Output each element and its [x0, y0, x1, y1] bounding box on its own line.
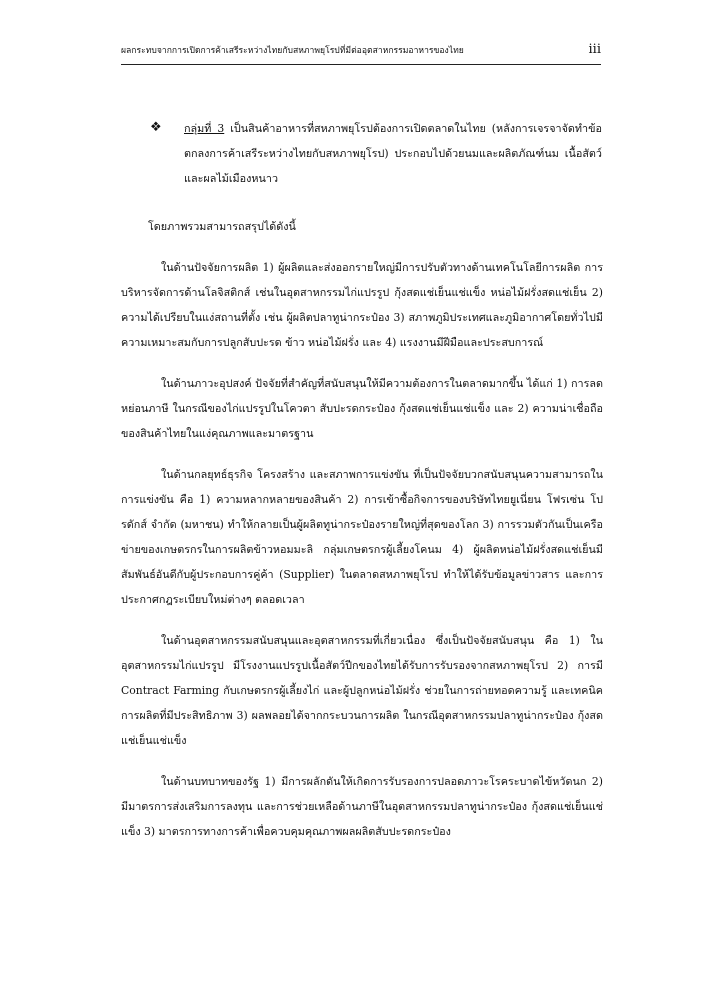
page-number: iii [588, 42, 601, 57]
bullet-text [184, 116, 602, 191]
paragraph-supporting-industries: ในด้านอุตสาหกรรมสนับสนุนและอุตสาหกรรมที่เกี่ยวเนื่อง ซึ่งเป็นปัจจัยสนับสนุน คือ 1) ในอุตสาหกรรมไก่แปรรูป มีโรงงานแปรรูปเนื้อสัตว์ปีกของไทยได้รับการรับรองจากสหภาพยุโรป 2) การมี Contract Farming กับเกษตรกรผู้เลี้ยงไก่ และผู้ปลูกหน่อไม้ฝรั่ง ช่วยในการถ่ายทอดความรู้ และเทคนิคการผลิตที่มีประสิทธิภาพ 3) ผลพลอยได้จากกระบวนการผลิต ในกรณีอุตสาหกรรมปลาทูน่ากระป๋อง กุ้งสดแช่เย็นแช่แข็ง [121, 634, 603, 747]
running-header [121, 40, 601, 65]
paragraph-government-role: ในด้านบทบาทของรัฐ 1) มีการผลักดันให้เกิดการรับรองการปลอดภาวะโรคระบาดไข้หวัดนก 2) มีมาตรการส่งเสริมการลงทุน และการช่วยเหลือด้านภาษีในอุตสาหกรรมปลาทูน่ากระป๋อง กุ้งสดแช่เย็นแช่แข็ง 3) มาตรการทางการค้าเพื่อควบคุมคุณภาพผลผลิตสับปะรดกระป๋อง [121, 775, 603, 838]
header-title: ผลกระทบจากการเปิดการค้าเสรีระหว่างไทยกับสหภาพยุโรปที่มีต่ออุตสาหกรรมอาหารของไทย [121, 46, 464, 56]
document-body [121, 116, 603, 844]
bullet-lead: กลุ่มที่ 3 [184, 122, 225, 135]
diamond-bullet-icon: ❖ [150, 120, 162, 135]
paragraph-demand-conditions: ในด้านภาวะอุปสงค์ ปัจจัยที่สำคัญที่สนับสนุนให้มีความต้องการในตลาดมากขึ้น ได้แก่ 1) การลดหย่อนภาษี ในกรณีของไก่แปรรูปในโควตา สับปะรดกระป๋อง กุ้งสดแช่เย็นแช่แข็ง และ 2) ความน่าเชื่อถือของสินค้าไทยในแง่คุณภาพและมาตรฐาน [121, 377, 603, 440]
paragraph-production-factors: ในด้านปัจจัยการผลิต 1) ผู้ผลิตและส่งออกรายใหญ่มีการปรับตัวทางด้านเทคโนโลยีการผลิต การบริหารจัดการด้านโลจิสติกส์ เช่นในอุตสาหกรรมไก่แปรรูป กุ้งสดแช่เย็นแช่แข็ง หน่อไม้ฝรั่งสดแช่เย็น 2) ความได้เปรียบในแง่สถานที่ตั้ง เช่น ผู้ผลิตปลาทูน่ากระป๋อง 3) สภาพภูมิประเทศและภูมิอากาศโดยทั่วไปมีความเหมาะสมกับการปลูกสับปะรด ข้าว หน่อไม้ฝรั่ง และ 4) แรงงานมีฝีมือและประสบการณ์ [121, 261, 603, 349]
paragraph-business-strategy: ในด้านกลยุทธ์ธุรกิจ โครงสร้าง และสภาพการแข่งขัน ที่เป็นปัจจัยบวกสนับสนุนความสามารถในการแข่งขัน คือ 1) ความหลากหลายของสินค้า 2) การเข้าซื้อกิจการของบริษัทไทยยูเนี่ยน โฟรเซ่น โปรดักส์ จำกัด (มหาชน) ทำให้กลายเป็นผู้ผลิตทูน่ากระป๋องรายใหญ่ที่สุดของโลก 3) การรวมตัวกันเป็นเครือข่ายของเกษตรกรในการผลิตข้าวหอมมะลิ กลุ่มเกษตรกรผู้เลี้ยงโคนม 4) ผู้ผลิตหน่อไม้ฝรั่งสดแช่เย็นมีสัมพันธ์อันดีกับผู้ประกอบการคู่ค้า (Supplier) ในตลาดสหภาพยุโรป ทำให้ได้รับข้อมูลข่าวสาร และการประกาศกฎระเบียบใหม่ต่างๆ ตลอดเวลา [121, 468, 603, 606]
summary-intro: โดยภาพรวมสามารถสรุปได้ดังนี้ [148, 220, 296, 233]
bullet-body: เป็นสินค้าอาหารที่สหภาพยุโรปต้องการเปิดตลาดในไทย (หลังการเจรจาจัดทำข้อตกลงการค้าเสรีระหว่างไทยกับสหภาพยุโรป) ประกอบไปด้วยนมและผลิตภัณฑ์นม เนื้อสัตว์ และผลไม้เมืองหนาว [184, 122, 602, 185]
bullet-item-group-3 [121, 116, 603, 206]
